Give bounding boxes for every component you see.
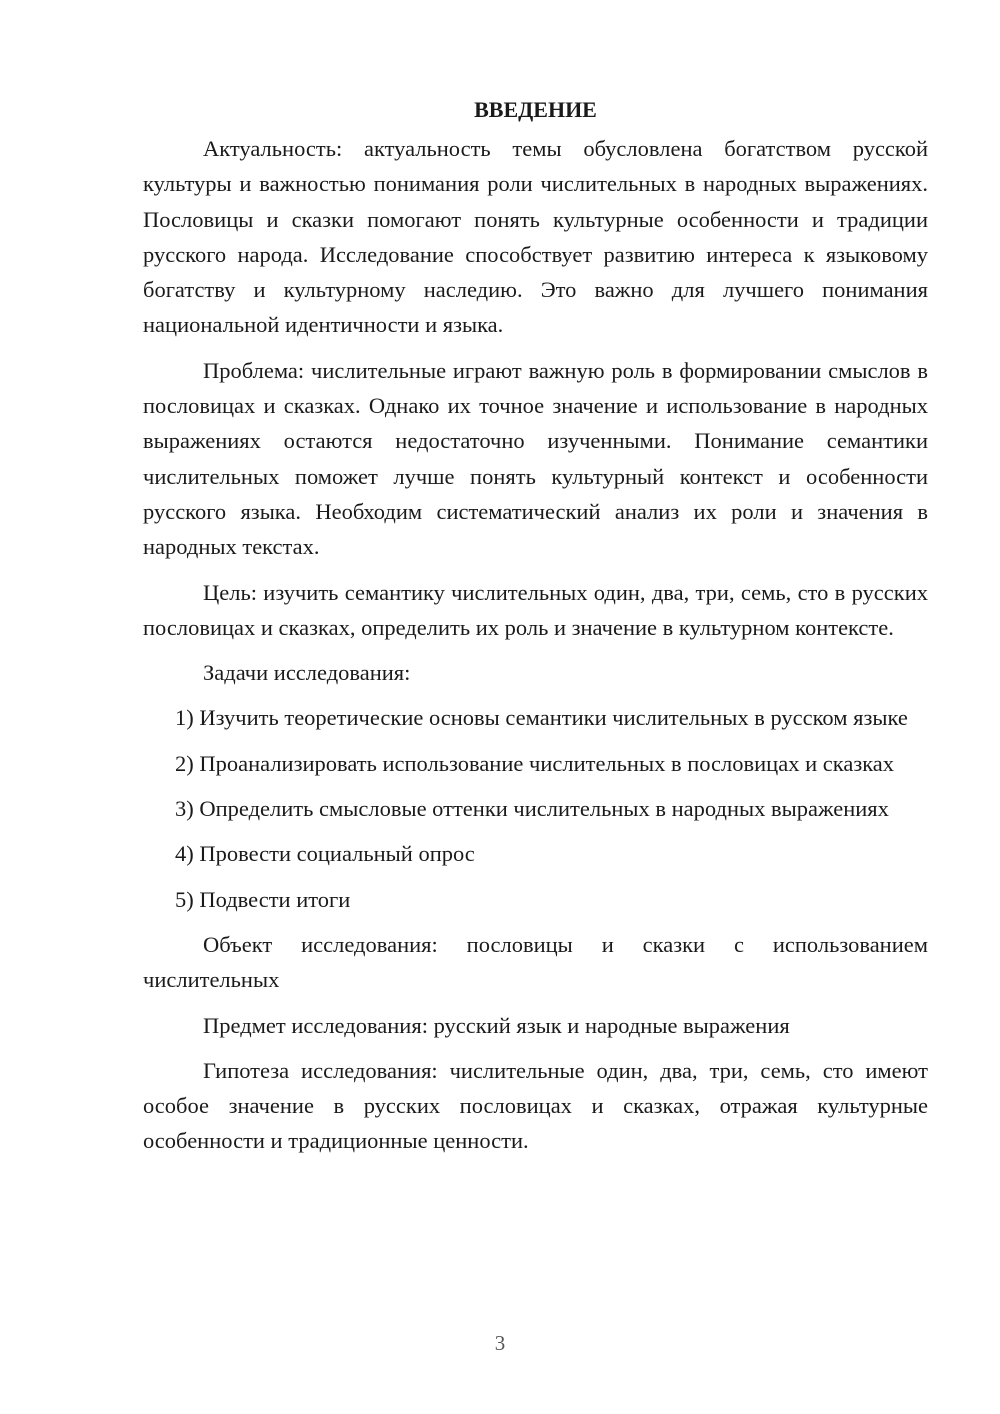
paragraph-hypothesis: Гипотеза исследования: числительные один, два, три, семь, сто имеют особое значение в русских пословицах и сказках, отражая культурные особенности и традиционные ценности.: [143, 1057, 928, 1154]
page-number: 3: [494, 1331, 506, 1355]
task-item: 1) Изучить теоретические основы семантики числительных в русском языке: [175, 705, 908, 731]
tasks-heading: Задачи исследования:: [203, 660, 411, 686]
paragraph-subject: Предмет исследования: русский язык и народные выражения: [203, 1012, 790, 1038]
paragraph-object: Объект исследования: пословицы и сказки с использованием числительных: [143, 931, 928, 993]
paragraph-relevance: Актуальность: актуальность темы обусловлена богатством русской культуры и важностью понимания роли числительных в народных выражениях. Пословицы и сказки помогают понять культурные особенности и традиции русского народа. Исследование способствует развитию интереса к языковому богатству и культурному наследию. Это важно для лучшего понимания национальной идентичности и языка.: [143, 136, 928, 338]
page-title: ВВЕДЕНИЕ: [474, 97, 597, 122]
task-item: 5) Подвести итоги: [175, 886, 351, 912]
task-item: 2) Проанализировать использование числительных в пословицах и сказках: [175, 750, 895, 776]
task-item: 3) Определить смысловые оттенки числительных в народных выражениях: [175, 796, 889, 822]
paragraph-goal: Цель: изучить семантику числительных один, два, три, семь, сто в русских пословицах и сказках, определить их роль и значение в культурном контексте.: [143, 579, 928, 640]
paragraph-problem: Проблема: числительные играют важную роль в формировании смыслов в пословицах и сказках. Однако их точное значение и использование в народных выражениях остаются недостаточно изученными. Понимание семантики числительных поможет лучше понять культурный контекст и особенности русского языка. Необходим систематический анализ их роли и значения в народных текстах.: [143, 357, 928, 560]
task-item: 4) Провести социальный опрос: [175, 841, 475, 867]
document-page: [143, 92, 928, 1169]
